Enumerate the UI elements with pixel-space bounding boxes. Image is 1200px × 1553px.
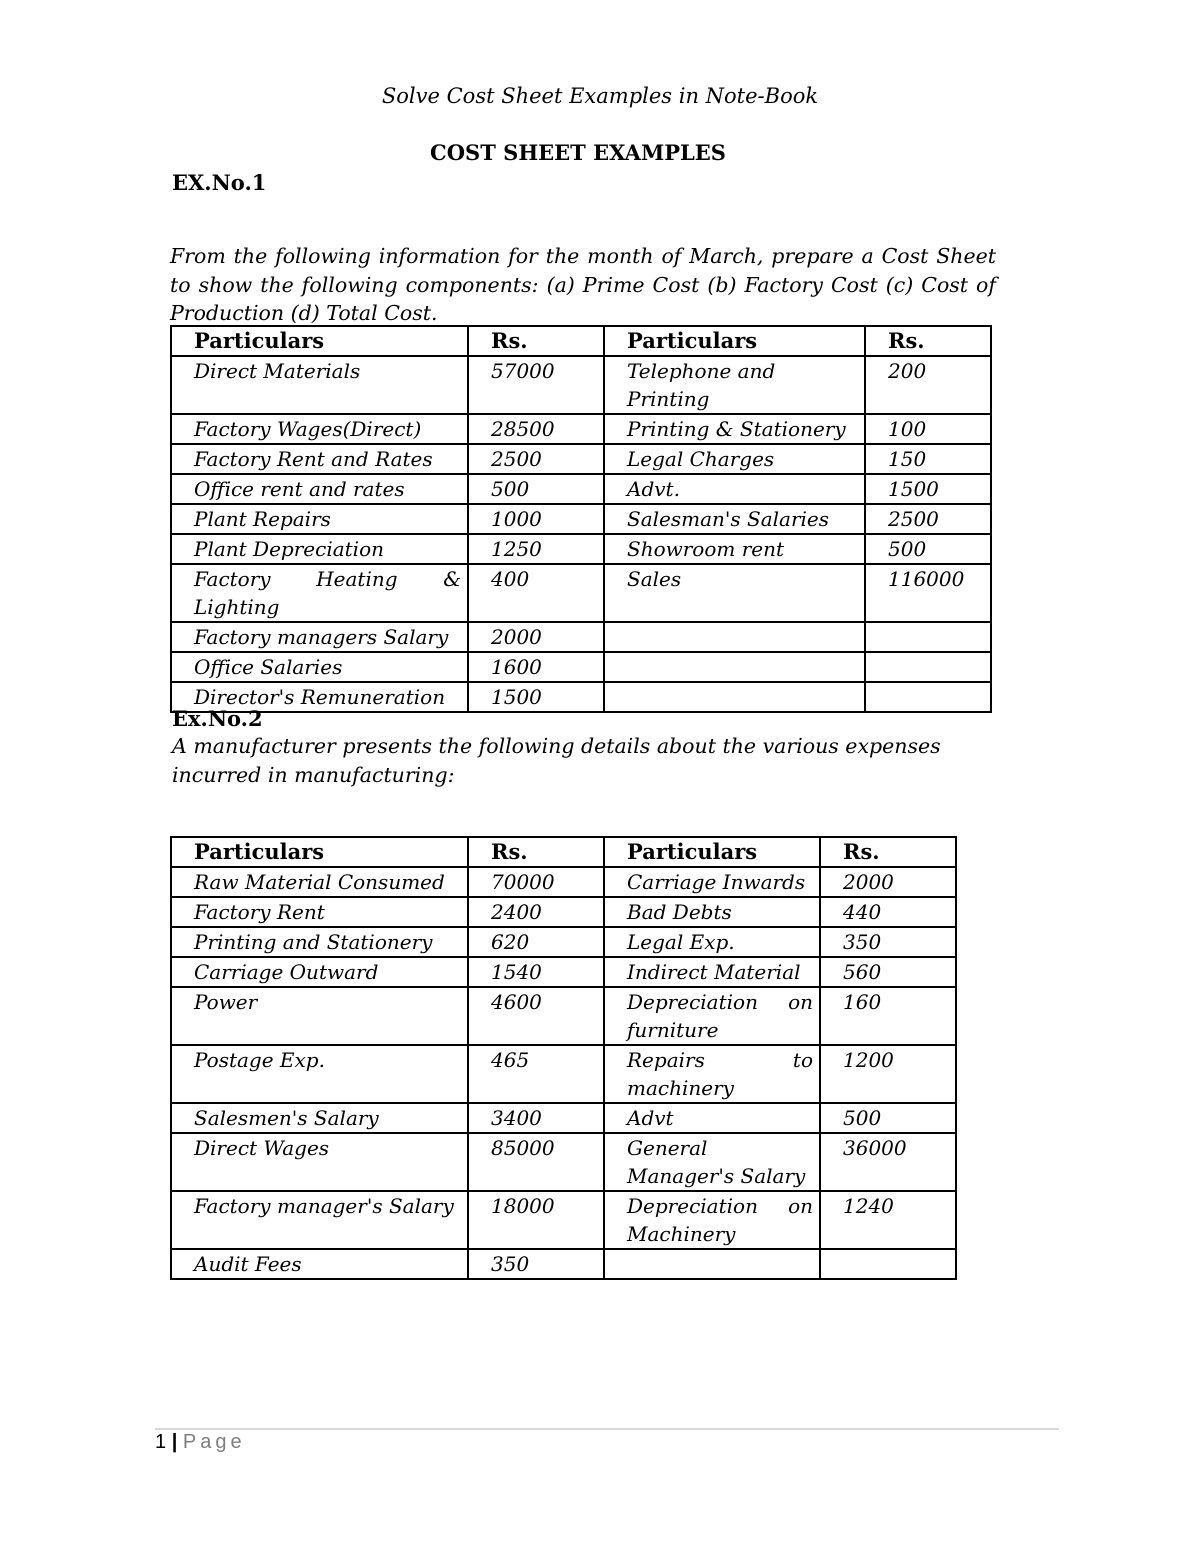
table-cell: Carriage Outward	[171, 957, 468, 987]
table-cell: 2400	[468, 897, 604, 927]
table-cell: Salesmen's Salary	[171, 1103, 468, 1133]
table-cell: Raw Material Consumed	[171, 867, 468, 897]
table-cell: 560	[820, 957, 956, 987]
table-cell: 100	[865, 414, 991, 444]
table-cell: 2000	[820, 867, 956, 897]
table-row	[171, 414, 991, 444]
table-cell: Printing and Stationery	[171, 927, 468, 957]
table-cell	[604, 1249, 820, 1279]
table-cell: Depreciation on furniture	[604, 987, 820, 1045]
table-cell: 160	[820, 987, 956, 1045]
example-2-table	[170, 836, 957, 1280]
table-row	[171, 897, 956, 927]
table-row	[171, 987, 956, 1045]
table-cell: Factory Rent	[171, 897, 468, 927]
table-cell: Indirect Material	[604, 957, 820, 987]
table-row	[171, 1249, 956, 1279]
table-cell	[820, 1249, 956, 1279]
table-cell: 620	[468, 927, 604, 957]
table-cell: Factory Wages(Direct)	[171, 414, 468, 444]
header-cell: Rs.	[820, 837, 956, 867]
table-cell: 3400	[468, 1103, 604, 1133]
table-cell: 500	[468, 474, 604, 504]
table-cell: 116000	[865, 564, 991, 622]
table-cell	[865, 682, 991, 712]
table-row	[171, 1045, 956, 1103]
table-cell: 1500	[468, 682, 604, 712]
table-row	[171, 1103, 956, 1133]
table-cell: 465	[468, 1045, 604, 1103]
header-cell: Particulars	[171, 326, 468, 356]
table-row	[171, 1133, 956, 1191]
document-title: COST SHEET EXAMPLES	[430, 140, 726, 165]
table-cell: Direct Materials	[171, 356, 468, 414]
table-cell: 1500	[865, 474, 991, 504]
table-cell: 500	[865, 534, 991, 564]
table-cell: Bad Debts	[604, 897, 820, 927]
table-cell: Power	[171, 987, 468, 1045]
table-cell: 350	[468, 1249, 604, 1279]
table-row	[171, 444, 991, 474]
table-cell: Showroom rent	[604, 534, 865, 564]
table-header-row	[171, 837, 956, 867]
table-cell: 350	[820, 927, 956, 957]
table-row	[171, 957, 956, 987]
table-cell: Advt.	[604, 474, 865, 504]
header-cell: Rs.	[468, 837, 604, 867]
example-2-text: A manufacturer presents the following details about the various expenses incurred in manufacturing:	[172, 734, 941, 787]
table-cell: Direct Wages	[171, 1133, 468, 1191]
table-row	[171, 564, 991, 622]
table-cell: 200	[865, 356, 991, 414]
table-cell: Factory manager's Salary	[171, 1191, 468, 1249]
page-label: Page	[182, 1431, 246, 1453]
table-cell: Telephone and Printing	[604, 356, 865, 414]
table-row	[171, 682, 991, 712]
table-cell: Factory Heating & Lighting	[171, 564, 468, 622]
table-row	[171, 534, 991, 564]
page-footer	[155, 1431, 246, 1454]
footer-divider	[155, 1428, 1059, 1430]
table-row	[171, 504, 991, 534]
table-cell: Office Salaries	[171, 652, 468, 682]
table-cell: 1000	[468, 504, 604, 534]
table-cell	[865, 652, 991, 682]
header-cell: Particulars	[604, 326, 865, 356]
table-cell: 500	[820, 1103, 956, 1133]
table-cell	[604, 682, 865, 712]
table-row	[171, 867, 956, 897]
table-cell: Carriage Inwards	[604, 867, 820, 897]
table-row	[171, 1191, 956, 1249]
table-cell: 150	[865, 444, 991, 474]
table-cell: 70000	[468, 867, 604, 897]
table-cell: Plant Repairs	[171, 504, 468, 534]
table-cell: 36000	[820, 1133, 956, 1191]
table-cell: 1200	[820, 1045, 956, 1103]
table-cell: Printing & Stationery	[604, 414, 865, 444]
table-cell: Postage Exp.	[171, 1045, 468, 1103]
table-cell: 2500	[468, 444, 604, 474]
table-header-row	[171, 326, 991, 356]
table-cell: 2500	[865, 504, 991, 534]
table-cell: Repairs to machinery	[604, 1045, 820, 1103]
table-row	[171, 652, 991, 682]
table-cell: General Manager's Salary	[604, 1133, 820, 1191]
table-cell	[865, 622, 991, 652]
header-cell: Rs.	[468, 326, 604, 356]
table-cell: Factory managers Salary	[171, 622, 468, 652]
table-cell: 2000	[468, 622, 604, 652]
page-number: 1	[155, 1431, 167, 1453]
table-cell: 440	[820, 897, 956, 927]
table-cell: 1600	[468, 652, 604, 682]
example-2-label: Ex.No.2	[172, 706, 263, 731]
table-cell: 85000	[468, 1133, 604, 1191]
table-cell: Office rent and rates	[171, 474, 468, 504]
table-cell: 28500	[468, 414, 604, 444]
header-cell: Rs.	[865, 326, 991, 356]
table-row	[171, 927, 956, 957]
example-1-text: From the following information for the month of March, prepare a Cost Sheet to show the following components: (a) Prime Cost (b) Factory Cost (c) Cost of Production (d) Total Cost.	[170, 244, 996, 325]
table-cell: Director's Remuneration	[171, 682, 468, 712]
table-row	[171, 474, 991, 504]
table-cell	[604, 622, 865, 652]
table-cell: 1250	[468, 534, 604, 564]
header-cell: Particulars	[604, 837, 820, 867]
table-cell: Factory Rent and Rates	[171, 444, 468, 474]
example-1-table	[170, 325, 992, 713]
table-cell: Advt	[604, 1103, 820, 1133]
table-cell: Legal Charges	[604, 444, 865, 474]
table-cell: Legal Exp.	[604, 927, 820, 957]
table-cell: 4600	[468, 987, 604, 1045]
table-cell: Depreciation on Machinery	[604, 1191, 820, 1249]
table-cell: 1540	[468, 957, 604, 987]
table-cell: 18000	[468, 1191, 604, 1249]
footer-separator: |	[171, 1431, 178, 1453]
table-row	[171, 356, 991, 414]
header-cell: Particulars	[171, 837, 468, 867]
table-cell: 400	[468, 564, 604, 622]
table-row	[171, 622, 991, 652]
table-cell: 57000	[468, 356, 604, 414]
example-1-label: EX.No.1	[172, 170, 267, 195]
table-cell: Salesman's Salaries	[604, 504, 865, 534]
table-cell: Sales	[604, 564, 865, 622]
table-cell	[604, 652, 865, 682]
table-cell: Audit Fees	[171, 1249, 468, 1279]
table-cell: Plant Depreciation	[171, 534, 468, 564]
table-cell: 1240	[820, 1191, 956, 1249]
page-header: Solve Cost Sheet Examples in Note-Book	[381, 84, 819, 108]
